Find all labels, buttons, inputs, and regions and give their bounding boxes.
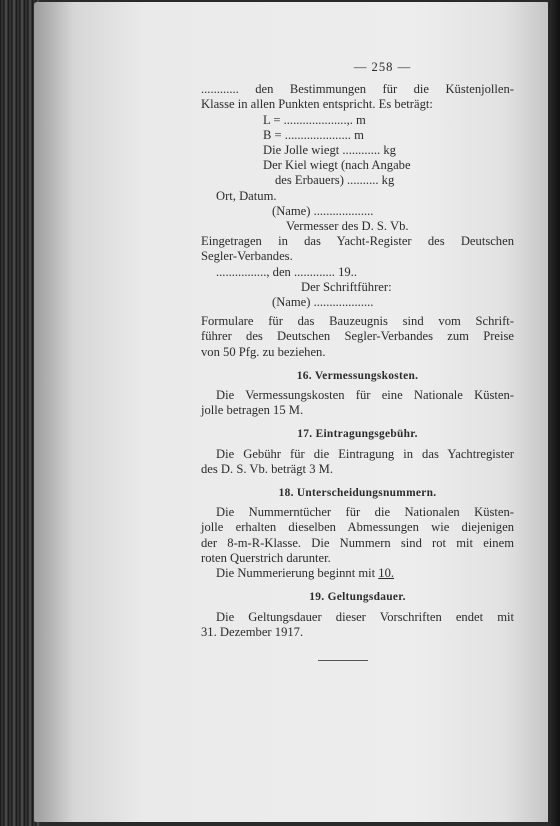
underlined-number: 10. (378, 566, 395, 581)
page-shadow-edge (548, 0, 560, 826)
page-number: — 258 — (353, 60, 412, 74)
page-text (201, 60, 514, 640)
text-line: jolle betragen 15 M. (201, 403, 304, 418)
form-line-length: L = ....................,. m (263, 112, 366, 127)
section-heading: 16. Vermessungskosten. (296, 369, 419, 382)
text-line: des D. S. Vb. beträgt 3 M. (201, 461, 333, 476)
form-line-keel-weight: Der Kiel wiegt (nach Angabe (263, 158, 411, 173)
text-line: Formulare für das Bauzeugnis sind vom Schrift- (201, 314, 514, 329)
text-line: 31. Dezember 1917. (201, 624, 304, 639)
form-line-surveyor: Vermesser des D. S. Vb. (286, 219, 409, 234)
text-line: Klasse in allen Punkten entspricht. Es beträgt: (201, 97, 433, 112)
text-line: führer des Deutschen Segler-Verbandes zum Preise (201, 329, 514, 344)
form-line-builder: des Erbauers) .......... kg (275, 173, 395, 188)
end-rule (318, 660, 368, 661)
form-line-place-date: Ort, Datum. (216, 188, 277, 203)
text-line: roten Querstrich darunter. (201, 550, 331, 565)
form-line-name: (Name) ................... (272, 295, 374, 310)
text-line: Eingetragen in das Yacht-Register des Deutschen (201, 234, 514, 249)
form-line-name: (Name) ................... (272, 203, 374, 218)
text-line: Die Gebühr für die Eintragung in das Yachtregister (216, 446, 514, 461)
text-line: von 50 Pfg. zu beziehen. (201, 344, 326, 359)
section-heading: 17. Eintragungsgebühr. (297, 428, 418, 441)
form-line-boat-weight: Die Jolle wiegt ............ kg (263, 143, 396, 158)
text-line: Die Nummerntücher für die Nationalen Küsten- (216, 505, 514, 520)
section-heading: 19. Geltungsdauer. (309, 591, 406, 604)
section-heading: 18. Unterscheidungsnummern. (278, 487, 437, 500)
text-line: Segler-Verbandes. (201, 249, 293, 264)
text-line: jolle erhalten dieselben Abmessungen wie diejenigen (201, 520, 514, 535)
text-span: Die Nummerierung beginnt mit (216, 566, 376, 581)
text-line (201, 566, 514, 581)
form-line-secretary: Der Schriftführer: (301, 279, 392, 294)
text-line: Die Geltungsdauer dieser Vorschriften endet mit (216, 609, 514, 624)
form-line-date: ................, den ............. 19.. (216, 264, 357, 279)
text-line: Die Vermessungskosten für eine Nationale Küsten- (216, 388, 514, 403)
text-line: ............ den Bestimmungen für die Küstenjollen- (201, 82, 514, 97)
text-line: der 8-m-R-Klasse. Die Nummern sind rot mit einem (201, 535, 514, 550)
form-line-beam: B = ..................... m (263, 127, 364, 142)
